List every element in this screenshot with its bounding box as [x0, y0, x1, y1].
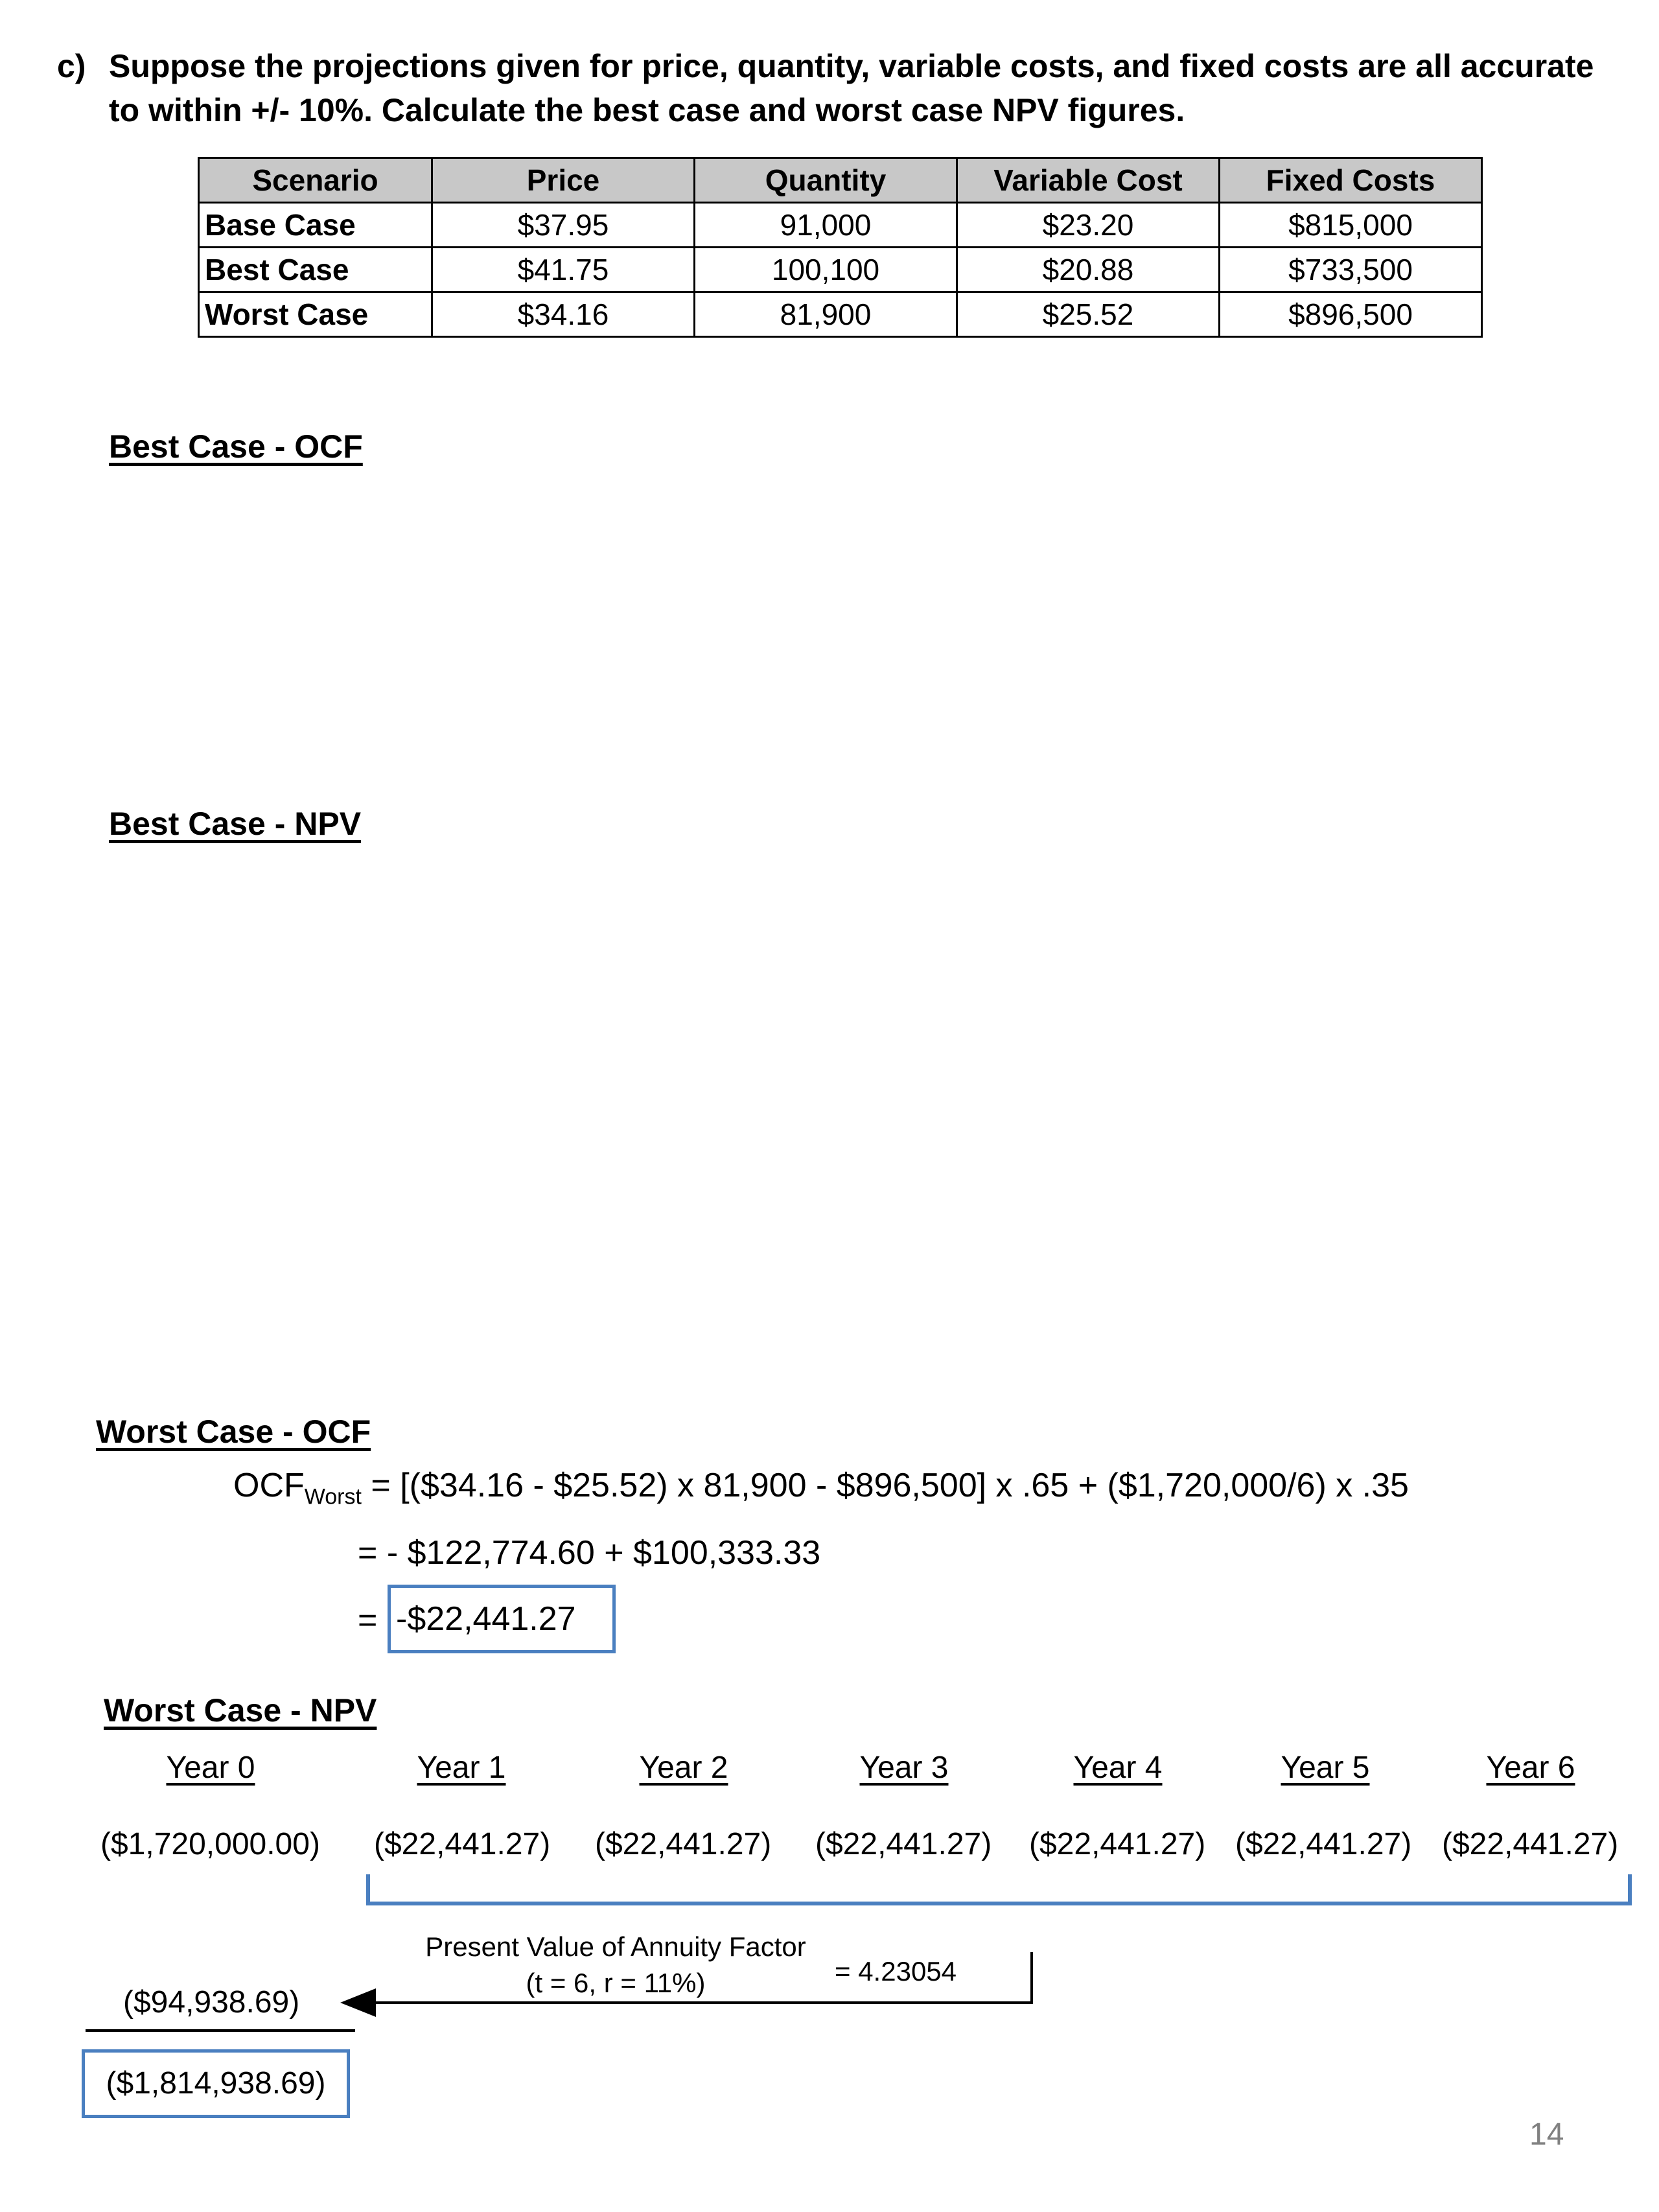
ocf-symbol: OCF: [233, 1467, 305, 1504]
cash-flow-year-3: ($22,441.27): [815, 1827, 992, 1861]
page-number: 14: [1529, 2117, 1564, 2152]
year-4-label: Year 4: [1073, 1751, 1163, 1785]
year-5-label: Year 5: [1281, 1751, 1370, 1785]
question-label: c): [57, 48, 86, 84]
year-3-label: Year 3: [859, 1751, 949, 1785]
cell-variable-cost: $23.20: [957, 203, 1220, 248]
annuity-factor-label: Present Value of Annuity Factor: [425, 1931, 806, 1962]
year-0-label: Year 0: [166, 1751, 255, 1785]
heading-best-case-ocf: Best Case - OCF: [109, 428, 363, 465]
cell-variable-cost: $25.52: [957, 292, 1220, 337]
cell-price: $34.16: [432, 292, 695, 337]
cell-quantity: 81,900: [695, 292, 957, 337]
cell-scenario: Best Case: [199, 248, 432, 292]
ocf-equals: =: [358, 1601, 378, 1639]
heading-worst-case-ocf: Worst Case - OCF: [96, 1414, 371, 1450]
header-price: Price: [432, 158, 695, 203]
ocf-result-box: -$22,441.27: [388, 1585, 616, 1653]
year-1-label: Year 1: [417, 1751, 506, 1785]
year-2-label: Year 2: [639, 1751, 728, 1785]
cell-scenario: Worst Case: [199, 292, 432, 337]
cell-price: $37.95: [432, 203, 695, 248]
cash-flow-year-6: ($22,441.27): [1442, 1827, 1619, 1861]
cell-price: $41.75: [432, 248, 695, 292]
header-fixed-costs: Fixed Costs: [1220, 158, 1482, 203]
cell-quantity: 91,000: [695, 203, 957, 248]
cell-fixed-costs: $733,500: [1220, 248, 1482, 292]
annuity-factor-params: (t = 6, r = 11%): [526, 1968, 706, 1998]
question-line-1: Suppose the projections given for price, quantity, variable costs, and fixed costs are all accurate: [109, 48, 1594, 84]
cell-scenario: Base Case: [199, 203, 432, 248]
cash-flow-year-0: ($1,720,000.00): [100, 1827, 320, 1861]
arrowhead-left-icon: [340, 1988, 376, 2017]
question-line-2: to within +/- 10%. Calculate the best case and worst case NPV figures.: [109, 92, 1185, 128]
annuity-factor-value: = 4.23054: [835, 1956, 957, 1986]
cash-flow-year-2: ($22,441.27): [595, 1827, 772, 1861]
header-scenario: Scenario: [199, 158, 432, 203]
header-quantity: Quantity: [695, 158, 957, 203]
cell-variable-cost: $20.88: [957, 248, 1220, 292]
year-6-label: Year 6: [1486, 1751, 1575, 1785]
cell-quantity: 100,100: [695, 248, 957, 292]
cash-flow-year-1: ($22,441.27): [374, 1827, 551, 1861]
cash-flow-year-4: ($22,441.27): [1029, 1827, 1206, 1861]
cash-flow-year-5: ($22,441.27): [1235, 1827, 1412, 1861]
pv-annuity-value: ($94,938.69): [123, 1985, 300, 2020]
heading-best-case-npv: Best Case - NPV: [109, 806, 362, 842]
cell-fixed-costs: $815,000: [1220, 203, 1482, 248]
heading-worst-case-npv: Worst Case - NPV: [104, 1692, 377, 1729]
ocf-subscript: Worst: [304, 1484, 362, 1509]
ocf-line-2: = - $122,774.60 + $100,333.33: [358, 1534, 821, 1572]
header-variable-cost: Variable Cost: [957, 158, 1220, 203]
npv-result-box: ($1,814,938.69): [82, 2049, 350, 2118]
cell-fixed-costs: $896,500: [1220, 292, 1482, 337]
ocf-line-1: = [($34.16 - $25.52) x 81,900 - $896,500] x .65 + ($1,720,000/6) x .35: [371, 1467, 1409, 1504]
annuity-bracket: [368, 1874, 1630, 1903]
